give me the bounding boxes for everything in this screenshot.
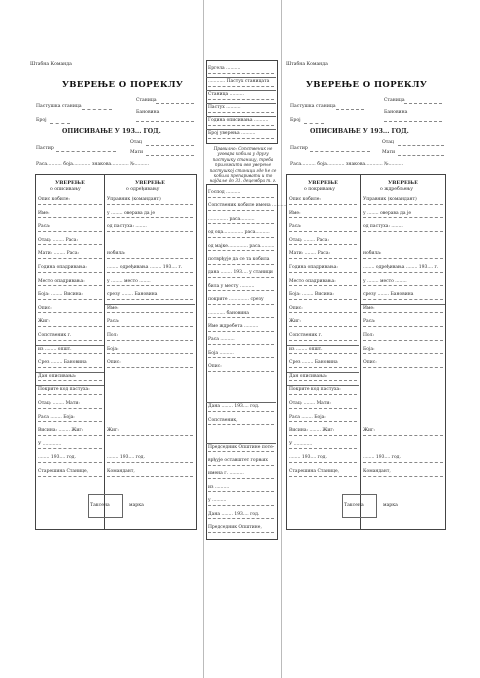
fill-line [363,204,443,205]
fill-line [208,424,274,425]
left-col2-title: УВЕРЕЊЕ [135,180,165,186]
form-row: Пастух .......... [208,105,241,110]
form-row: Мати: ........ Раса: [289,251,331,257]
form-row: ............ бановина [208,310,249,316]
cut-line-right [281,0,282,678]
form-row: Место опадривања: [38,278,85,284]
section-divider [206,443,276,444]
fill-line [38,231,102,232]
fill-line [363,299,443,300]
left-breed-line: Раса.......... боја............ знакова............ №.......... [36,162,150,167]
fill-line [208,277,274,278]
form-row: врђује оставштет горњих [208,458,268,463]
fill-line [289,353,357,354]
form-row: ........ 193.... год. [363,455,401,461]
form-row: Боја: ........ Висина: [38,292,83,298]
form-row: Боја: [363,346,375,352]
fill-line [363,462,443,463]
form-row: Опис: [363,360,377,366]
form-row: Раса: [289,224,302,230]
fill-line [208,237,274,238]
form-row: Име: [38,210,50,216]
fill-line [38,435,102,436]
right-number-label: Број [290,118,301,123]
form-row: Мати: ........ Раса: [38,251,80,257]
fill-line [208,518,274,519]
form-row: Висина: ........ Жиг: [38,428,84,434]
form-row: Старешина Станице, [38,469,89,474]
fill-line [289,258,357,259]
fill-line [208,138,274,139]
fill-line [107,435,193,436]
form-row: Опис кобиле: [38,197,70,202]
fill-line [38,353,102,354]
section-divider [206,77,276,78]
fill-line [38,204,102,205]
fill-line [208,223,274,224]
form-row: Командант, [363,469,391,474]
form-row: нобила: [363,251,382,257]
right-banovina-label: Бановина [384,110,408,115]
form-row: Председник Општине, [208,525,262,530]
section-divider [206,90,276,91]
form-row: Боја: [107,346,119,352]
form-row: Сопственик г. [38,333,72,338]
form-row: Дана ........ 193.... год. [208,404,260,410]
fill-line [107,340,193,341]
right-col2-title: УВЕРЕЊЕ [388,180,418,186]
fill-line [289,244,357,245]
right-pasture-station-label: Пастушка станица [290,104,336,109]
form-row: Отац: ........ Раса: [38,237,79,243]
form-row: Раса .......... [208,337,235,343]
left-stamp-label-2: марка [129,503,144,508]
fill-line [107,299,193,300]
fill-line [289,326,357,327]
fill-line [208,411,274,412]
form-row: Опис кобиле: [289,197,321,202]
form-row: дана ........ 193.... у станици [208,270,273,276]
form-row: Жиг: [289,319,301,325]
form-row: Раса ........ Боја: [289,414,326,420]
fill-line [208,210,274,211]
fill-line [107,258,193,259]
form-row: Отац: ........ Раса: [289,237,330,243]
fill-line [289,367,357,368]
fill-line [38,367,102,368]
form-row: из ........ општ. [289,346,323,352]
right-shepherd-label: Пастир [290,146,308,151]
left-shepherd-label: Пастир [36,146,54,151]
form-row: Висина: ........ Жиг: [289,428,335,434]
right-mother-label: Мати [382,150,396,155]
form-row: у ........ место ........ [363,278,407,284]
fill-line [363,231,443,232]
form-row: Дана ........ 193.... год. [208,511,260,517]
fill-line [38,421,102,422]
fill-line [289,272,357,273]
fill-line [38,448,102,449]
left-mother-label: Мати [130,150,144,155]
form-row: Раса: [107,319,120,325]
left-description-title: ОПИСИВАЊЕ У 193... ГОД. [62,128,161,135]
fill-line [363,353,443,354]
form-row: нобила: [107,251,126,257]
form-row: Опис: [107,360,121,366]
form-row: Станица .......... [208,92,244,97]
form-row: Раса: [38,224,51,230]
fill-line [38,272,102,273]
form-row: од мајке.............. раса.......... [208,243,275,249]
fill-line [363,285,443,286]
fill-line [208,478,274,479]
form-row: Година опадривања: [38,265,87,270]
fill-line [38,462,102,463]
section-divider [206,129,276,130]
fill-line [107,312,193,313]
form-row: Година описивања .......... [208,118,269,123]
fill-line [38,394,102,395]
left-station-label: Станица [136,98,157,103]
right-col2-sub: о ждребљењу [380,187,413,192]
form-row: Срез ........ Бановина [289,360,338,366]
fill-line [289,285,357,286]
fill-line [289,380,357,381]
form-row: Број уверења .......... [208,131,256,136]
fill-line [107,272,193,273]
fill-line [289,476,357,477]
form-row: Име ждребета .......... [208,324,259,329]
fill-line [208,357,274,358]
fill-line [38,244,102,245]
form-row: у .......... [208,498,227,504]
fill-line [289,408,357,409]
form-row: Председник Општине поте- [208,444,275,450]
form-row: Отац: ........ Мати: [289,401,331,406]
section-divider [287,385,359,386]
left-col2-sub: о одређивању [126,187,160,192]
form-row: Дан описивања: [38,373,77,379]
form-row: Име: [107,305,119,311]
form-row: Боја: ........ Висина: [289,292,334,298]
fill-line [289,204,357,205]
fill-line [208,73,274,74]
fill-line [363,258,443,259]
section-divider [36,385,104,386]
form-row: ........ 193.... год. [107,455,145,461]
fill-line [208,505,274,506]
form-row: Сопственик кобиле имена .......... [208,203,287,209]
fill-line [289,231,357,232]
fill-line [208,491,274,492]
form-row: Година опадривања: [289,265,338,270]
left-col1-title: УВЕРЕЊЕ [55,180,85,186]
fill-line [38,326,102,327]
fill-line [107,367,193,368]
fill-line [38,312,102,313]
form-row: Командант, [107,469,135,474]
form-row: ........ одређивања ........ 193.... г. [363,265,439,270]
form-row: из .......... [208,484,230,490]
form-row: Дан описивања: [289,373,328,379]
fill-line [208,331,274,332]
form-row: Сопственик г. [289,333,323,338]
fill-line [208,290,274,291]
right-title: УВЕРЕЊЕ О ПОРЕКЛУ [306,80,428,90]
form-row: Сопственик, [208,417,238,423]
form-row: ........ 193.... год. [289,455,327,461]
fill-line [107,217,193,218]
fill-line [38,258,102,259]
section-divider [206,103,276,104]
form-row: Управник (командант) [107,197,161,202]
fill-line [208,250,274,251]
form-row: покрите .............. срезу [208,297,264,303]
section-divider [287,372,359,373]
form-row: Име: [289,210,301,216]
fill-line [38,299,102,300]
fill-line [289,299,357,300]
fill-line [363,272,443,273]
fill-line [208,264,274,265]
fill-line [208,197,274,198]
form-row: у ........ место ........ [107,278,151,284]
fill-line [38,380,102,381]
right-breed-line: Раса.......... боја............ знакова............ №.......... [290,162,404,167]
fill-line [107,476,193,477]
form-row: Опис: [38,305,52,311]
fill-line [208,317,274,318]
form-row: Жиг: [38,319,50,325]
form-row: срезу ........ Бановина [363,292,414,298]
left-number-label: Број [36,118,47,123]
fill-line [363,217,443,218]
section-divider [36,345,104,346]
form-row: У ............. [38,441,62,447]
fill-line [208,532,274,533]
form-row: од пастуха: ........ [107,224,147,230]
section-divider [105,304,195,305]
form-row: била у месту .......... [208,283,255,289]
fill-line [107,353,193,354]
form-row: У ............. [289,441,313,447]
left-header: Штабна Команда [30,62,72,67]
form-row: Жиг: [107,428,119,434]
fill-line [208,371,274,372]
form-row: Покрите код пастуха: [289,387,341,393]
fill-line [107,462,193,463]
right-header: Штабна Команда [286,62,328,67]
form-row: Име: [363,305,375,311]
section-divider [206,116,276,117]
fill-line [289,312,357,313]
fill-line [363,435,443,436]
fill-line [107,231,193,232]
form-row: ........ 193.... год. [38,455,76,461]
fill-line [363,326,443,327]
left-title: УВЕРЕЊЕ О ПОРЕКЛУ [62,80,184,90]
fill-line [107,204,193,205]
section-divider [206,402,276,403]
form-row: ........ одређивања ........ 193.... г. [107,265,183,270]
fill-line [208,112,274,113]
right-col1-sub: о покривању [304,187,335,192]
form-row: у ........ оверава да је [363,210,412,216]
fill-line [107,326,193,327]
cut-line-left [203,0,204,678]
form-row: Господ .......... [208,190,241,195]
fill-line [363,340,443,341]
right-station-label: Станица [384,98,405,103]
fill-line [208,125,274,126]
form-row: од оца.............. раса.......... [208,230,270,236]
fill-line [289,217,357,218]
form-row: имена г. .......... [208,471,244,477]
form-row: срезу ........ Бановина [107,292,158,298]
form-row: .............. раса.......... [208,216,255,222]
section-divider [36,372,104,373]
form-row: потврђује да се та кобила [208,257,270,262]
fill-line [208,451,274,452]
fill-line [363,312,443,313]
fill-line [208,304,274,305]
fill-line [208,344,274,345]
fill-line [38,340,102,341]
form-row: ............ Пастух станицата [208,79,270,84]
form-row: Опис: [208,364,222,370]
fill-line [208,99,274,100]
form-row: Жиг: [363,428,375,434]
form-row: Старешина Станице, [289,469,340,474]
fill-line [363,367,443,368]
fill-line [208,465,274,466]
form-row: Пол: [107,333,119,338]
form-row: Раса ........ Боја: [38,414,75,420]
fill-line [289,435,357,436]
right-description-title: ОПИСИВАЊЕ У 193... ГОД. [310,128,409,135]
section-divider [361,304,445,305]
fill-line [289,340,357,341]
form-row: Управник (командант) [363,197,417,202]
form-row: Раса: [363,319,376,325]
left-father-label: Отац [130,140,143,145]
left-col1-sub: о описивању [50,187,81,192]
form-row: Отац: ........ Мати: [38,401,80,406]
fill-line [38,285,102,286]
left-banovina-label: Бановина [136,110,160,115]
form-row: из ........ општ. [38,346,72,352]
fill-line [38,408,102,409]
form-row: Срез ........ Бановина [38,360,87,366]
form-row: Пол: [363,333,375,338]
form-row: Место опадривања: [289,278,336,284]
fill-line [289,394,357,395]
form-row: у ........ оверава да је [107,210,156,216]
left-stamp-label-1: Таксена [90,503,110,508]
fill-line [289,462,357,463]
fill-line [38,476,102,477]
right-stamp-label-2: марка [383,503,398,508]
left-pasture-station-label: Пастушка станица [36,104,82,109]
fill-line [363,476,443,477]
form-row: Боја .......... [208,350,234,356]
right-col1-title: УВЕРЕЊЕ [308,180,338,186]
middle-note: Правилно: Сопственик не уговара кобила у другу пастушку станицу, треба приложити ово уверење пастушкој станици где ће се кобила препаривати и то најдаље до 31. децембра т. г. [209,146,277,184]
form-row: Ергела .......... [208,66,241,71]
fill-line [289,421,357,422]
fill-line [208,86,274,87]
fill-line [289,448,357,449]
form-row: Опис: [289,305,303,311]
fill-line [107,285,193,286]
form-row: Покрите код пастуха: [38,387,90,393]
right-father-label: Отац [382,140,395,145]
form-row: од пастуха: ........ [363,224,403,230]
fill-line [38,217,102,218]
section-divider [287,345,359,346]
right-stamp-label-1: Таксена [344,503,364,508]
